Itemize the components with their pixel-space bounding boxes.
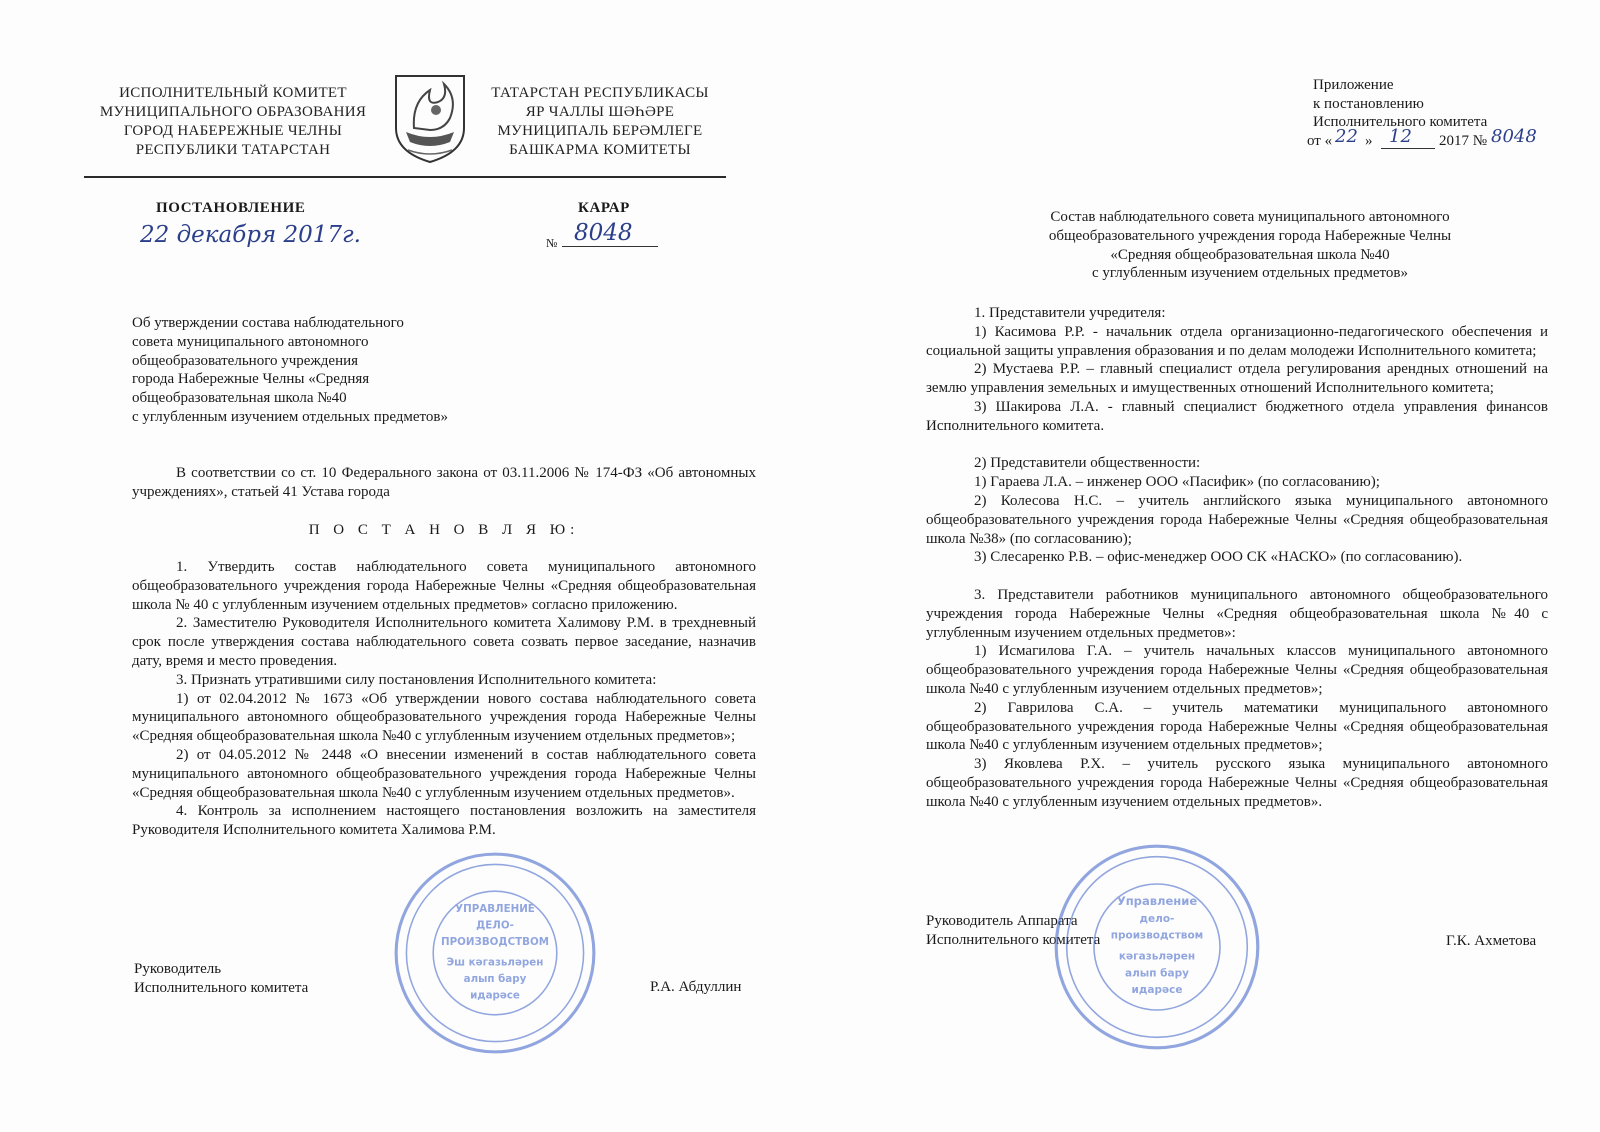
- header-russian: [88, 84, 378, 160]
- decree-body: [132, 558, 756, 840]
- official-stamp-seal: [392, 850, 598, 1056]
- subject-line: города Набережные Челны «Средняя: [132, 371, 370, 388]
- decree-word: П О С Т А Н О В Л Я Ю:: [308, 522, 580, 538]
- handwritten-number: 8048: [574, 220, 633, 246]
- signatory-title-line: Исполнительного комитета: [134, 980, 309, 996]
- preamble-text: В соответствии со ст. 10 Федерального закона от 03.11.2006 № 174-ФЗ «Об автономных учреждениях», статьей 41 Устава города: [132, 465, 756, 500]
- appendix-date-prefix: от «: [1307, 132, 1333, 149]
- header-line: МУНИЦИПАЛЬ БЕРӘМЛЕГЕ: [497, 123, 703, 139]
- title-line: «Средняя общеобразовательная школа №40: [1110, 246, 1390, 263]
- composition-list: [926, 304, 1548, 812]
- decree-paragraph: 2) от 04.05.2012 № 2448 «О внесении изменений в состав наблюдательного совета муниципального автономного общеобразовательного учреждения города Набережные Челны «Средняя общеобразовательная школа №40 с углубленным изучением отдельных предметов».: [132, 746, 756, 801]
- stamp-text: УПРАВЛЕНИЕ: [455, 902, 535, 915]
- stamp-text: ДЕЛО-: [476, 919, 514, 932]
- stamp-text: ПРОИЗВОДСТВОМ: [441, 935, 549, 948]
- list-item: 3) Шакирова Л.А. - главный специалист бюджетного отдела управления финансов Исполнительного комитета.: [926, 398, 1548, 434]
- stamp-text: идарәсе: [470, 989, 520, 1002]
- month-underline: [1381, 148, 1435, 149]
- appendix-block: [1307, 76, 1537, 154]
- list-item: 2) Гаврилова С.А. – учитель математики муниципального автономного общеобразовательного учреждения города Набережные Челны «Средняя общеобразовательная школа №40 с углубленным изучением отдельных предметов»;: [926, 699, 1548, 754]
- title-line: общеобразовательного учреждения города Набережные Челны: [1048, 227, 1452, 244]
- header-line: ЯР ЧАЛЛЫ ШӘҺӘРЕ: [525, 104, 675, 120]
- signatory-name: Р.А. Абдуллин: [650, 979, 742, 995]
- header-tatar: [476, 84, 724, 160]
- section-heading: 1. Представители учредителя:: [974, 305, 1166, 321]
- title-line: с углубленным изучением отдельных предметов»: [1092, 265, 1408, 282]
- document-type-tt: КАРАР: [578, 200, 630, 216]
- list-item: 1) Гараева Л.А. – инженер ООО «Пасифик» (по согласованию);: [974, 474, 1380, 491]
- list-item: 3) Слесаренко Р.В. – офис-менеджер ООО СК «НАСКО» (по согласованию).: [974, 549, 1463, 566]
- signatory-title-line: Руководитель Аппарата: [926, 913, 1078, 929]
- header-line: БАШКАРМА КОМИТЕТЫ: [509, 142, 691, 158]
- section-heading: 2) Представители общественности:: [974, 455, 1201, 472]
- header-line: ГОРОД НАБЕРЕЖНЫЕ ЧЕЛНЫ: [123, 123, 343, 139]
- header-line: ТАТАРСТАН РЕСПУБЛИКАСЫ: [491, 85, 709, 101]
- number-label: №: [546, 236, 558, 250]
- stamp-text: Эш кәгазьләрен: [446, 956, 544, 969]
- title-line: Состав наблюдательного совета муниципального автономного: [1050, 209, 1450, 225]
- right-signatory-name: Г.К. Ахметова: [1446, 933, 1537, 949]
- decree-paragraph: 4. Контроль за исполнением настоящего постановления возложить на заместителя Руководителя Исполнительного комитета Халимова Р.М.: [132, 803, 756, 839]
- signatory-title-line: Исполнительного комитета: [926, 932, 1101, 948]
- stamp-text: производством: [1110, 929, 1204, 942]
- decree-subject: [132, 314, 512, 427]
- list-item: 2) Колесова Н.С. – учитель английского языка муниципального автономного общеобразовательного учреждения города Набережные Челны «Средняя общеобразовательная школа №38» (по согласованию);: [926, 492, 1548, 547]
- appendix-date-mid: »: [1365, 132, 1373, 149]
- stamp-text: алып бару: [1125, 967, 1189, 980]
- decree-paragraph: 3. Признать утратившими силу постановления Исполнительного комитета:: [176, 671, 657, 688]
- header-line: РЕСПУБЛИКИ ТАТАРСТАН: [135, 142, 331, 158]
- appendix-year: 2017 №: [1439, 132, 1488, 149]
- appendix-line: Приложение: [1313, 77, 1394, 93]
- stamp-text: кәгазьләрен: [1118, 950, 1196, 963]
- stamp-text: идарәсе: [1131, 984, 1183, 997]
- signatory-title: [134, 960, 308, 998]
- number-underline: [562, 246, 658, 247]
- subject-line: совета муниципального автономного: [132, 333, 369, 350]
- appendix-month: 12: [1389, 125, 1412, 147]
- stamp-text: дело-: [1139, 912, 1175, 925]
- subject-line: Об утверждении состава наблюдательного: [132, 315, 404, 331]
- decree-paragraph: 1. Утвердить состав наблюдательного совета муниципального автономного общеобразовательного учреждения города Набережные Челны «Средняя общеобразовательная школа № 40 с углубленным изучением отдельных предметов» согласно приложению.: [132, 559, 756, 613]
- list-item: 1) Касимова Р.Р. - начальник отдела организационно-педагогического обеспечения и социальной защиты управления образования и по делам молодежи Исполнительного комитета;: [926, 323, 1548, 359]
- appendix-line: к постановлению: [1313, 95, 1424, 112]
- header-divider: [84, 176, 726, 178]
- subject-line: общеобразовательная школа №40: [132, 390, 347, 407]
- stamp-text: алып бару: [463, 972, 527, 985]
- preamble: [132, 464, 756, 502]
- document-type-ru: ПОСТАНОВЛЕНИЕ: [156, 200, 306, 216]
- appendix-line: Исполнительного комитета: [1313, 114, 1488, 130]
- list-item: 3) Яковлева Р.Х. – учитель русского языка муниципального автономного общеобразовательного учреждения города Набережные Челны «Средняя общеобразовательная школа №40 с углубленным изучением отдельных предметов».: [926, 756, 1548, 810]
- handwritten-date: 22 декабря 2017г.: [140, 222, 361, 248]
- subject-line: общеобразовательного учреждения: [132, 352, 359, 369]
- composition-title: [1000, 208, 1500, 283]
- stamp-text: Управление: [1116, 894, 1198, 908]
- appendix-day: 22: [1335, 125, 1358, 147]
- appendix-date-line: [1307, 125, 1537, 154]
- subject-line: с углубленным изучением отдельных предметов»: [132, 408, 448, 425]
- section-heading: 3. Представители работников муниципального автономного общеобразовательного учреждения города Набережные Челны «Средняя общеобразовательная школа №40 с углубленным изучением отдельных предметов»:: [926, 586, 1548, 641]
- signatory-title-line: Руководитель: [134, 961, 222, 977]
- decree-paragraph: 1) от 02.04.2012 № 1673 «Об утверждении нового состава наблюдательного совета муниципального автономного общеобразовательного учреждения города Набережные Челны «Средняя общеобразовательная школа №40 с углубленным изучением отдельных предметов»;: [132, 690, 756, 745]
- city-coat-of-arms-icon: [392, 72, 468, 166]
- list-item: 1) Исмагилова Г.А. – учитель начальных классов муниципального автономного общеобразовательного учреждения города Набережные Челны «Средняя общеобразовательная школа №40 с углубленным изучением отдельных предметов»;: [926, 643, 1548, 697]
- appendix-number: 8048: [1491, 125, 1537, 147]
- list-item: 2) Мустаева Р.Р. – главный специалист отдела регулирования арендных отношений на землю управления земельных и имущественных отношений Исполнительного комитета;: [926, 361, 1548, 397]
- header-line: МУНИЦИПАЛЬНОГО ОБРАЗОВАНИЯ: [99, 104, 367, 120]
- official-stamp-seal: [1052, 842, 1262, 1052]
- decree-paragraph: 2. Заместителю Руководителя Исполнительного комитета Халимову Р.М. в трехдневный срок после утверждения состава наблюдательного совета созвать первое заседание, назначив дату, время и место проведения.: [132, 615, 756, 669]
- header-line: ИСПОЛНИТЕЛЬНЫЙ КОМИТЕТ: [119, 85, 347, 101]
